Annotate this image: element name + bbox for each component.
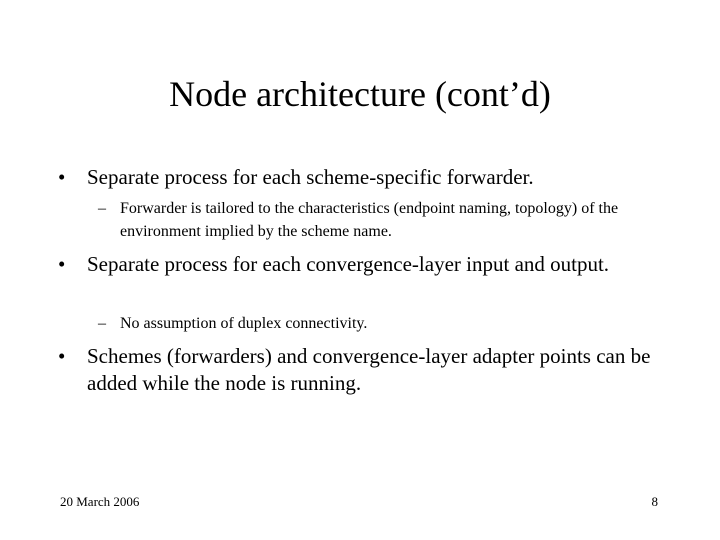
bullet-text: Separate process for each convergence-layer input and output. [87, 252, 610, 276]
bullet-item [58, 251, 658, 278]
sub-bullet-item [98, 197, 638, 243]
bullet-marker: • [58, 252, 66, 276]
bullet-text: Schemes (forwarders) and convergence-layer adapter points can be added while the node is running. [87, 344, 651, 395]
bullet-marker: • [58, 344, 66, 368]
bullet-marker: • [58, 165, 66, 189]
footer-date: 20 March 2006 [60, 494, 140, 509]
bullet-item [58, 343, 658, 397]
sub-bullet-text: Forwarder is tailored to the characteristics (endpoint naming, topology) of the environment implied by the scheme name. [120, 200, 619, 240]
sub-bullet-marker: – [98, 315, 106, 332]
sub-bullet-item [98, 312, 638, 335]
slide-title: Node architecture (cont’d) [169, 74, 551, 114]
bullet-text: Separate process for each scheme-specific forwarder. [87, 165, 534, 189]
sub-bullet-text: No assumption of duplex connectivity. [120, 315, 368, 332]
bullet-item [58, 164, 658, 191]
sub-bullet-marker: – [98, 200, 106, 217]
page-number: 8 [651, 494, 658, 509]
